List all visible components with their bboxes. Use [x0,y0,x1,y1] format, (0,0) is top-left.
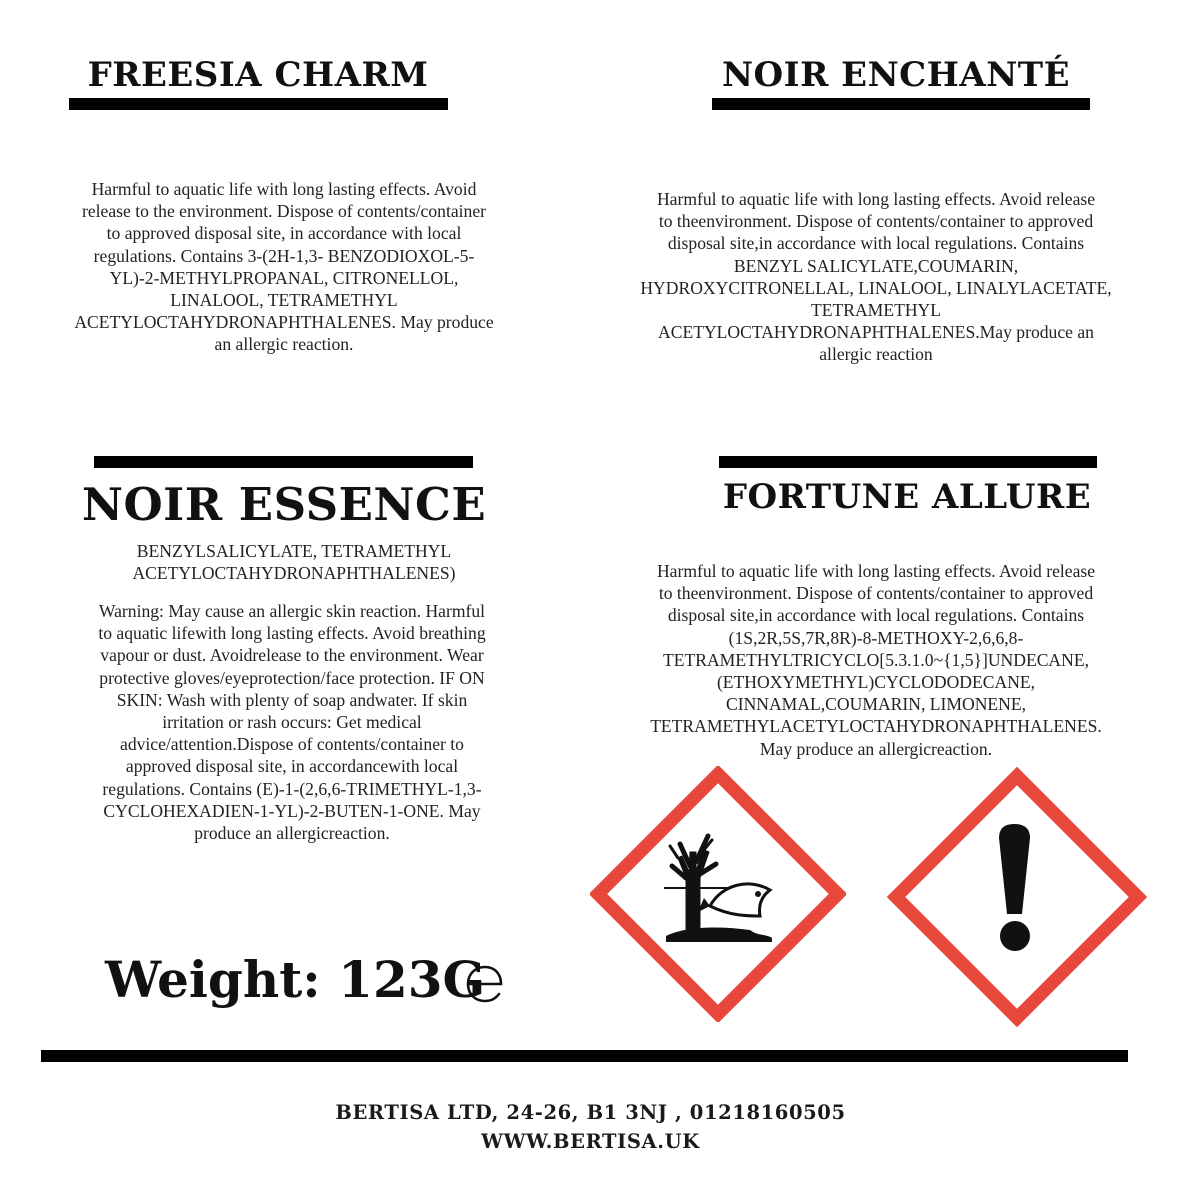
product-title-noir-essence: NOIR ESSENCE [81,478,487,531]
exclamation-mark-icon [886,766,1148,1028]
contains-text-noir-essence: BENZYLSALICYLATE, TETRAMETHYL ACETYLOCTAHYDRONAPHTHALENES) [132,541,456,584]
product-title-noir-enchante: NOIR ENCHANTÉ [721,55,1071,95]
company-address: BERTISA LTD, 24-26, B1 3NJ , 01218160505 [335,1101,846,1124]
title-overline [94,456,473,468]
title-overline [719,456,1097,468]
product-title-fortune-allure: FORTUNE ALLURE [722,477,1092,517]
company-website: WWW.BERTISA.UK [481,1130,700,1153]
warning-text-freesia-charm: Harmful to aquatic life with long lasting effects. Avoid release to the environment. Dispose of contents/container to approved disposal site, in accordance with local regulations. Contains 3-(2H-1,3- BENZODIOXOL-5- YL)-2-METHYLPROPANAL, CITRONELLOL, LINALOOL, TETRAMETHYL ACETYLOCTAHYDRONAPHTHALENES. May produce an allergic reaction. [74,179,494,355]
warning-text-fortune-allure: Harmful to aquatic life with long lasting effects. Avoid release to theenvironment. Dispose of contents/container to approved disposal site,in accordance with local regulations. Contains (1S,2R,5S,7R,8R)-8-METHOXY-2,6,6,8- TETRAMETHYLTRICYCLO[5.3.1.0~{1,5}]UNDECANE, (ETHOXYMETHYL)CYCLODODECANE, CINNAMAL,COUMARIN, LIMONENE, TETRAMETHYLACETYLOCTAHYDRONAPHTHALENES. May produce an allergicreaction. [650,561,1102,759]
product-title-freesia-charm: FREESIA CHARM [87,55,429,95]
warning-text-noir-enchante: Harmful to aquatic life with long lasting effects. Avoid release to theenvironment. Dispose of contents/container to approved disposal site,in accordance with local regulations. Contains BENZYL SALICYLATE,COUMARIN, HYDROXYCITRONELLAL, LINALOOL, LINALYLACETATE, TETRAMETHYL ACETYLOCTAHYDRONAPHTHALENES.May produce an allergic reaction [640,189,1112,365]
net-weight: Weight: 123G [105,950,486,1009]
warning-text-noir-essence: Warning: May cause an allergic skin reaction. Harmful to aquatic lifewith long lasting effects. Avoid breathing vapour or dust. Avoidrelease to the environment. Wear protective gloves/eyeprotection/face protection. IF ON SKIN: Wash with plenty of soap andwater. If skin irritation or rash occurs: Get medical advice/attention.Dispose of contents/container to approved disposal site, in accordancewith local regulations. Contains (E)-1-(2,6,6-TRIMETHYL-1,3- CYCLOHEXADIEN-1-YL)-2-BUTEN-1-ONE. May produce an allergicreaction. [98,601,486,844]
estimated-sign-icon [463,962,507,1006]
title-underline [69,98,448,110]
title-underline [712,98,1090,110]
footer-divider [41,1050,1128,1062]
environment-hazard-icon [590,766,846,1022]
